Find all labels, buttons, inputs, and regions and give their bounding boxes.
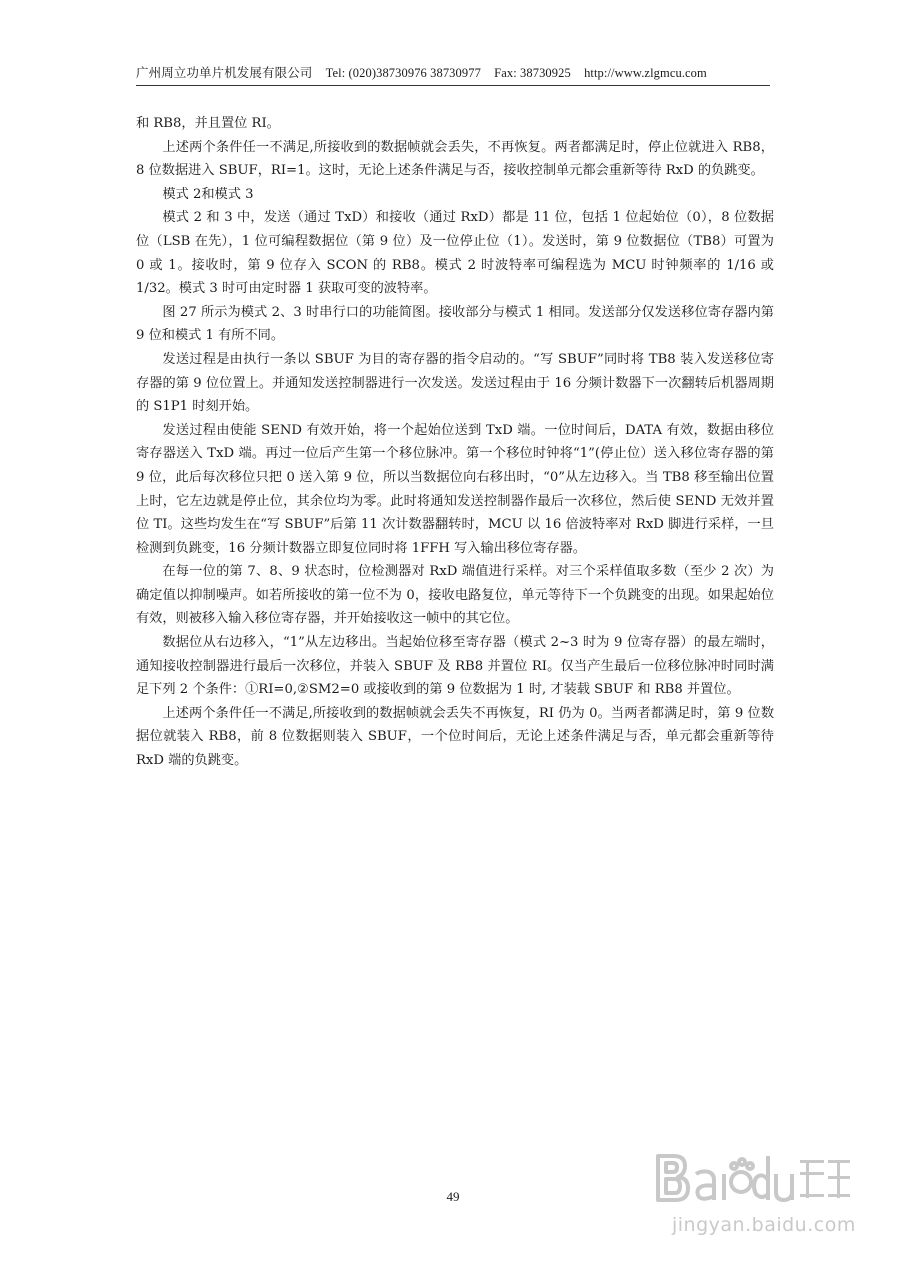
page-number: 49 <box>446 1189 460 1204</box>
paragraph: 上述两个条件任一不满足,所接收到的数据帧就会丢失，不再恢复。两者都满足时，停止位就进入 RB8，8 位数据进入 SBUF，RI=1。这时，无论上述条件满足与否，接收控制单元都会重新等待 RxD 的负跳变。 <box>136 139 774 179</box>
header-divider <box>136 85 770 86</box>
document-body <box>136 112 774 773</box>
paragraph: 发送过程由使能 SEND 有效开始，将一个起始位送到 TxD 端。一位时间后，DATA 有效，数据由移位寄存器送入 TxD 端。再过一位后产生第一个移位脉冲。第一个移位时钟将“1”(停止位）送入移位寄存器的第 9 位，此后每次移位只把 0 送入第 9 位，所以当数据位向右移出时，“0”从左边移入。当 TB8 移至输出位置上时，它左边就是停止位，其余位均为零。此时将通知发送控制器作最后一次移位，然后使 SEND 无效并置位 TI。这些均发生在“写 SBUF”后第 11 次计数器翻转时，MCU 以 16 倍波特率对 RxD 脚进行采样，一旦检测到负跳变，16 分频计数器立即复位同时将 1FFH 写入输出移位寄存器。 <box>136 422 774 556</box>
paragraph: 发送过程是由执行一条以 SBUF 为目的寄存器的指令启动的。“写 SBUF”同时将 TB8 装入发送移位寄存器的第 9 位位置上。并通知发送控制器进行一次发送。发送过程由于 16 分频计数器下一次翻转后机器周期的 S1P1 时刻开始。 <box>136 351 774 415</box>
paragraph: 模式 2 和 3 中，发送（通过 TxD）和接收（通过 RxD）都是 11 位，包括 1 位起始位（0），8 位数据位（LSB 在先），1 位可编程数据位（第 9 位）及一位停止位（1）。发送时，第 9 位数据位（TB8）可置为 0 或 1。接收时，第 9 位存入 SCON 的 RB8。模式 2 时波特率可编程选为 MCU 时钟频率的 1/16 或 1/32。模式 3 时可由定时器 1 获取可变的波特率。 <box>136 210 774 297</box>
header-fax: Fax: 38730925 <box>494 66 571 80</box>
watermark-url: jingyan.baidu.com <box>672 1214 856 1236</box>
paragraph: 数据位从右边移入，“1”从左边移出。当起始位移至寄存器（模式 2~3 时为 9 位寄存器）的最左端时，通知接收控制器进行最后一次移位，并装入 SBUF 及 RB8 并置位 RI。仅当产生最后一位移位脉冲时同时满足下列 2 个条件：①RI=0,②SM2=0 或接收到的第 9 位数据为 1 时, 才装载 SBUF 和 RB8 并置位。 <box>136 635 774 698</box>
paragraph: 图 27 所示为模式 2、3 时串行口的功能简图。接收部分与模式 1 相同。发送部分仅发送移位寄存器内第 9 位和模式 1 有所不同。 <box>136 304 774 344</box>
paragraph: 上述两个条件任一不满足,所接收到的数据帧就会丢失不再恢复，RI 仍为 0。当两者都满足时，第 9 位数据位就装入 RB8，前 8 位数据则装入 SBUF，一个位时间后，无论上述条件满足与否，单元都会重新等待 RxD 端的负跳变。 <box>136 705 774 769</box>
header-tel: Tel: (020)38730976 38730977 <box>325 66 481 80</box>
section-heading: 模式 2和模式 3 <box>162 186 254 202</box>
paragraph: 在每一位的第 7、8、9 状态时，位检测器对 RxD 端值进行采样。对三个采样值取多数（至少 2 次）为确定值以抑制噪声。如若所接收的第一位不为 0，接收电路复位，单元等待下一个负跳变的出现。如果起始位有效，则被移入输入移位寄存器，并开始接收这一帧中的其它位。 <box>136 564 774 627</box>
header-company: 广州周立功单片机发展有限公司 <box>136 66 313 80</box>
baidu-watermark <box>654 1148 854 1244</box>
baidu-jingyan-logo <box>654 1148 854 1212</box>
header-url: http://www.zlgmcu.com <box>584 66 707 80</box>
page-header <box>136 63 770 81</box>
paragraph: 和 RB8，并且置位 RI。 <box>136 116 280 131</box>
